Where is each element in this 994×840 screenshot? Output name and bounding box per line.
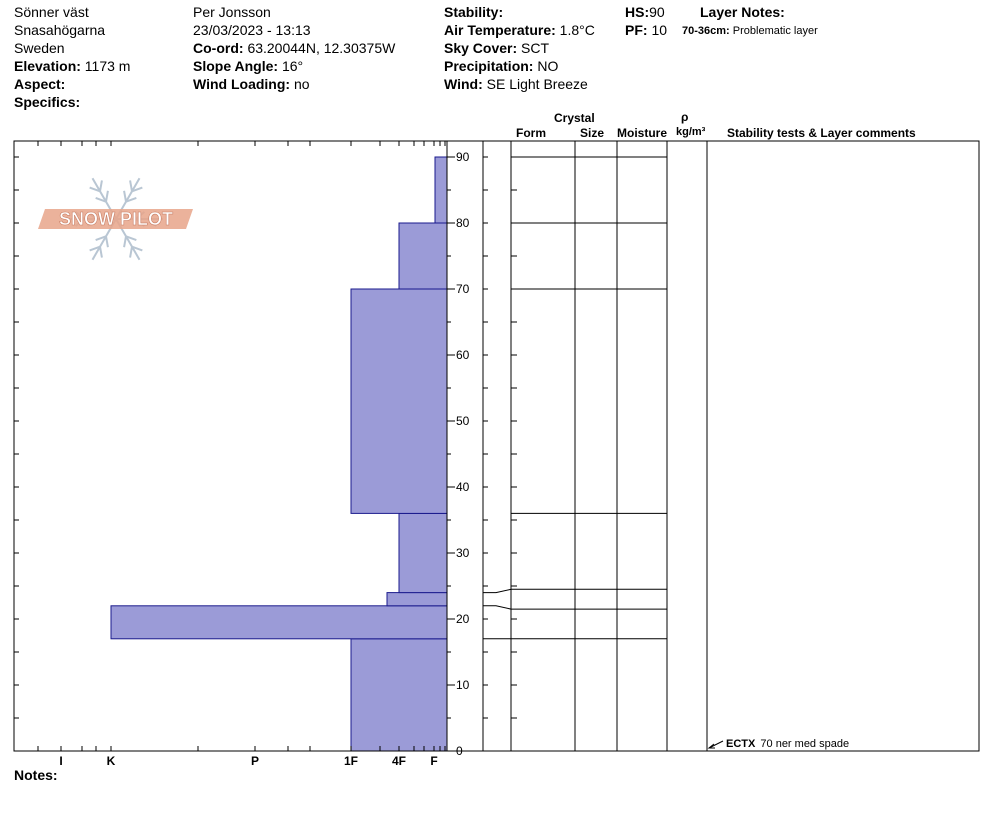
air-temp-label: Air Temperature: bbox=[444, 22, 556, 38]
depth-tick-label: 30 bbox=[456, 546, 470, 560]
logo-wordmark: SNOW PILOT bbox=[59, 209, 173, 229]
density-unit-header: kg/m³ bbox=[676, 126, 706, 138]
snowflake-branch bbox=[124, 191, 126, 202]
layer-connector bbox=[483, 589, 511, 592]
hardness-tick-label: I bbox=[59, 754, 63, 768]
test-result: 70 ner med spade bbox=[760, 738, 850, 750]
depth-tick-label: 90 bbox=[456, 150, 470, 164]
layer-connector bbox=[483, 606, 511, 609]
hardness-bar-5 bbox=[351, 289, 447, 513]
depth-tick-label: 40 bbox=[456, 480, 470, 494]
snowflake-branch bbox=[100, 247, 102, 258]
depth-tick-label: 20 bbox=[456, 612, 470, 626]
hardness-tick-label: 1F bbox=[343, 754, 359, 768]
hardness-bar-3 bbox=[387, 593, 447, 606]
hardness-bar-4 bbox=[399, 513, 447, 592]
depth-tick-label: 50 bbox=[456, 414, 470, 428]
hardness-bars bbox=[111, 157, 447, 751]
crystal-header: Crystal bbox=[554, 111, 595, 125]
depth-tick-label: 60 bbox=[456, 348, 470, 362]
coord-label: Co-ord: bbox=[193, 40, 244, 56]
sky-label: Sky Cover: bbox=[444, 40, 518, 56]
area-name: Snasahögarna bbox=[14, 22, 106, 38]
hardness-bar-7 bbox=[435, 157, 447, 223]
test-code: ECTX bbox=[726, 738, 756, 750]
stability-label: Stability: bbox=[444, 4, 504, 20]
slope-label: Slope Angle: bbox=[193, 58, 279, 74]
rho-header: ρ bbox=[681, 110, 689, 124]
slope-value: 16° bbox=[281, 58, 304, 74]
layer-table-frame bbox=[483, 141, 979, 751]
depth-tick-label: 10 bbox=[456, 678, 470, 692]
elevation-label: Elevation: bbox=[14, 58, 81, 74]
stability-test-entry bbox=[726, 736, 849, 752]
coord-value: 63.20044N, 12.30375W bbox=[247, 40, 396, 56]
location-name: Sönner väst bbox=[14, 4, 89, 20]
hardness-tick-label: P bbox=[250, 754, 260, 768]
aspect-label: Aspect: bbox=[14, 76, 66, 92]
precip-label: Precipitation: bbox=[444, 58, 534, 74]
depth-tick-label: 0 bbox=[456, 744, 463, 758]
wind-loading-value: no bbox=[293, 76, 310, 92]
sky-value: SCT bbox=[521, 40, 550, 56]
wind-loading-label: Wind Loading: bbox=[193, 76, 291, 92]
air-temp-value: 1.8°C bbox=[559, 22, 595, 38]
depth-axis-frame bbox=[447, 141, 483, 751]
hs-value: 90 bbox=[649, 4, 665, 20]
hs-label: HS: bbox=[625, 4, 650, 20]
elevation-value: 1173 m bbox=[84, 58, 131, 74]
notes-label: Notes: bbox=[14, 767, 58, 783]
pf-label: PF: bbox=[625, 22, 648, 38]
specifics-label: Specifics: bbox=[14, 94, 81, 110]
stability-comments-header: Stability tests & Layer comments bbox=[727, 126, 916, 140]
depth-tick-label: 70 bbox=[456, 282, 470, 296]
layer-table bbox=[483, 141, 723, 751]
pf-value: 10 bbox=[651, 22, 668, 38]
hardness-tick-label: 4F bbox=[391, 754, 407, 768]
snowflake-branch bbox=[130, 180, 132, 191]
hardness-bar-1 bbox=[351, 639, 447, 751]
snowflake-branch bbox=[124, 236, 126, 247]
hardness-bar-6 bbox=[399, 223, 447, 289]
form-header: Form bbox=[516, 126, 546, 140]
country-name: Sweden bbox=[14, 40, 65, 56]
snowflake-branch bbox=[100, 180, 102, 191]
snowflake-branch bbox=[106, 191, 108, 202]
layer-note-range: 70-36cm: bbox=[682, 25, 730, 37]
chart-frames bbox=[14, 141, 979, 751]
precip-value: NO bbox=[537, 58, 559, 74]
hardness-bar-2 bbox=[111, 606, 447, 639]
depth-tick-label: 80 bbox=[456, 216, 470, 230]
hardness-tick-label: F bbox=[430, 754, 438, 768]
layer-note-text: Problematic layer bbox=[732, 25, 818, 37]
snowflake-branch bbox=[106, 236, 108, 247]
size-header: Size bbox=[580, 126, 605, 140]
snowpilot-logo bbox=[38, 178, 193, 259]
observer-name: Per Jonsson bbox=[193, 4, 271, 20]
wind-value: SE Light Breeze bbox=[486, 76, 588, 92]
moisture-header: Moisture bbox=[617, 126, 668, 140]
layer-notes-label: Layer Notes: bbox=[700, 4, 785, 20]
wind-label: Wind: bbox=[444, 76, 483, 92]
snowflake-branch bbox=[130, 247, 132, 258]
hardness-tick-label: K bbox=[106, 754, 116, 768]
observation-datetime: 23/03/2023 - 13:13 bbox=[193, 22, 311, 38]
